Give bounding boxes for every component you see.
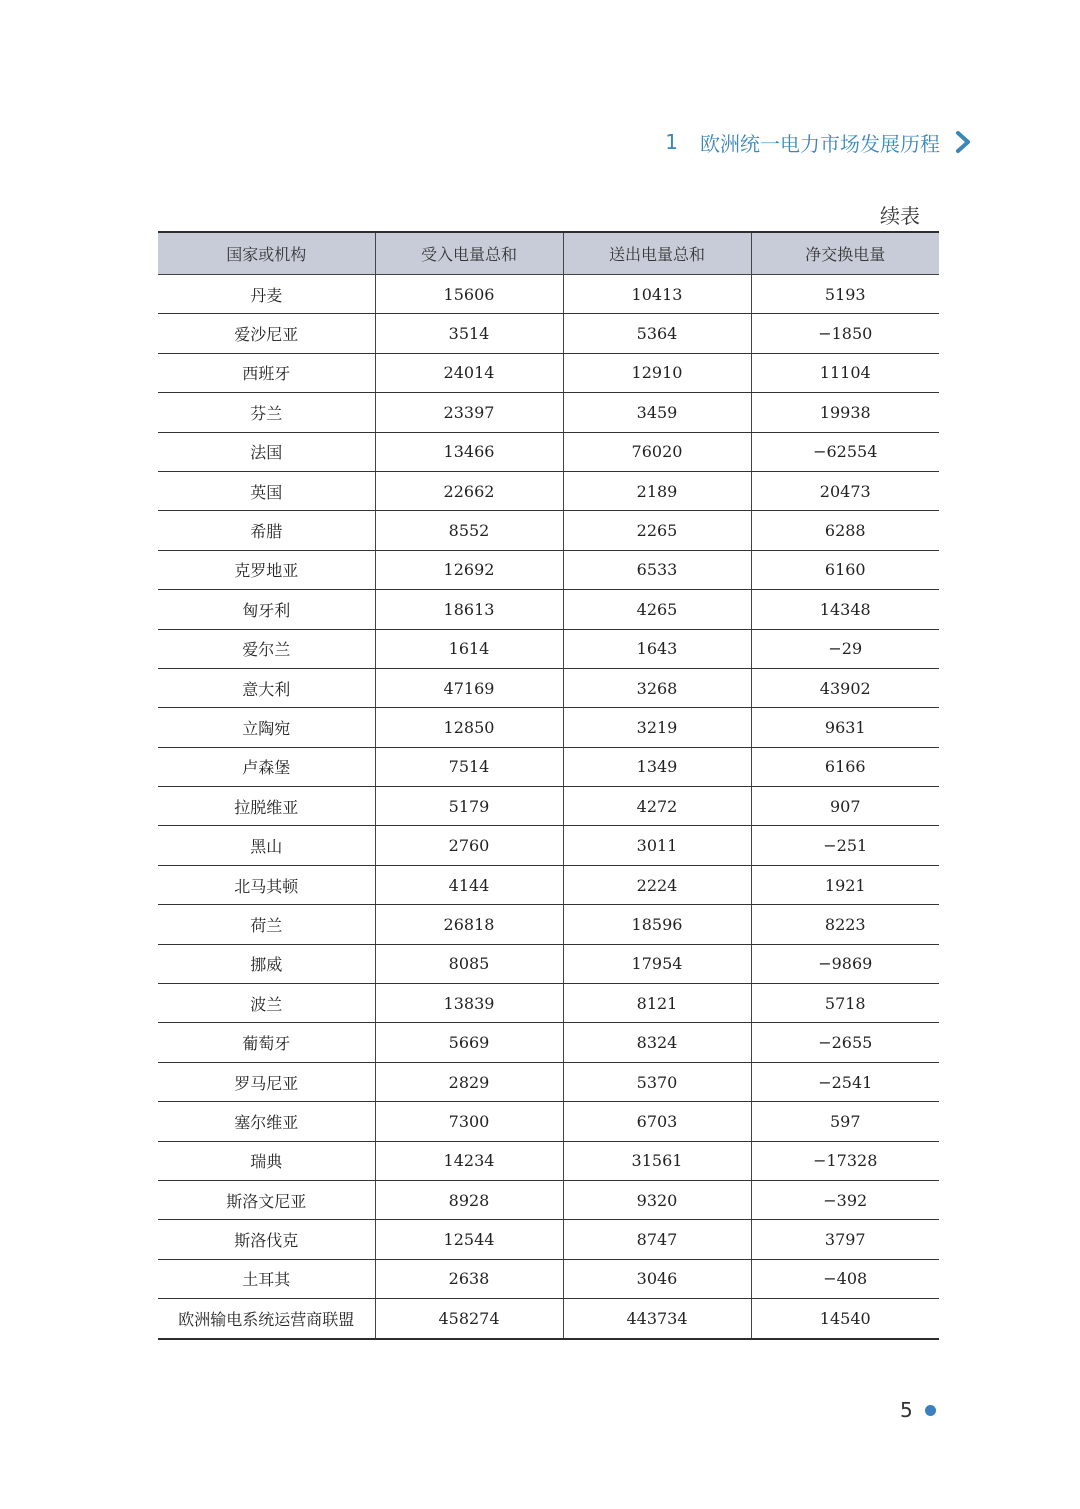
table-row	[158, 1141, 939, 1180]
cell-received: 8085	[375, 944, 563, 983]
cell-country: 北马其顿	[158, 865, 375, 904]
table-row	[158, 905, 939, 944]
column-header-net: 净交换电量	[751, 232, 939, 275]
cell-net: 11104	[751, 353, 939, 392]
cell-net: 3797	[751, 1220, 939, 1259]
table-row	[158, 432, 939, 471]
cell-sent: 9320	[563, 1180, 751, 1219]
cell-received: 18613	[375, 590, 563, 629]
cell-country: 斯洛文尼亚	[158, 1180, 375, 1219]
cell-country: 克罗地亚	[158, 550, 375, 589]
cell-net: 43902	[751, 668, 939, 707]
cell-net: −29	[751, 629, 939, 668]
cell-net: 19938	[751, 393, 939, 432]
cell-sent: 2265	[563, 511, 751, 550]
cell-received: 8552	[375, 511, 563, 550]
table-row	[158, 1023, 939, 1062]
cell-sent: 8324	[563, 1023, 751, 1062]
table-row	[158, 984, 939, 1023]
cell-received: 2638	[375, 1259, 563, 1298]
cell-country: 英国	[158, 471, 375, 510]
cell-sent: 3011	[563, 826, 751, 865]
cell-country: 卢森堡	[158, 747, 375, 786]
cell-net: −408	[751, 1259, 939, 1298]
cell-received: 13466	[375, 432, 563, 471]
cell-received: 1614	[375, 629, 563, 668]
cell-received: 2829	[375, 1062, 563, 1101]
cell-net: 14540	[751, 1299, 939, 1339]
chapter-header	[665, 126, 972, 158]
cell-net: 6166	[751, 747, 939, 786]
cell-sent: 5370	[563, 1062, 751, 1101]
table-row	[158, 353, 939, 392]
table-row	[158, 1062, 939, 1101]
table-row	[158, 1259, 939, 1298]
cell-sent: 8121	[563, 984, 751, 1023]
cell-country: 西班牙	[158, 353, 375, 392]
cell-received: 5669	[375, 1023, 563, 1062]
cell-country: 意大利	[158, 668, 375, 707]
cell-received: 12850	[375, 708, 563, 747]
column-header-received: 受入电量总和	[375, 232, 563, 275]
data-table	[158, 231, 939, 1340]
cell-country: 挪威	[158, 944, 375, 983]
table-row	[158, 1180, 939, 1219]
cell-net: −1850	[751, 314, 939, 353]
cell-received: 23397	[375, 393, 563, 432]
table-header-row	[158, 232, 939, 275]
cell-received: 14234	[375, 1141, 563, 1180]
table-row	[158, 787, 939, 826]
cell-sent: 3268	[563, 668, 751, 707]
cell-received: 2760	[375, 826, 563, 865]
table-row	[158, 668, 939, 707]
cell-net: 6288	[751, 511, 939, 550]
chapter-title: 欧洲统一电力市场发展历程	[700, 131, 940, 156]
column-header-country: 国家或机构	[158, 232, 375, 275]
cell-received: 26818	[375, 905, 563, 944]
cell-sent: 12910	[563, 353, 751, 392]
cell-received: 13839	[375, 984, 563, 1023]
table-row	[158, 826, 939, 865]
cell-country: 波兰	[158, 984, 375, 1023]
cell-sent: 3046	[563, 1259, 751, 1298]
cell-sent: 443734	[563, 1299, 751, 1339]
cell-country: 罗马尼亚	[158, 1062, 375, 1101]
cell-country: 丹麦	[158, 275, 375, 314]
cell-received: 24014	[375, 353, 563, 392]
cell-country: 芬兰	[158, 393, 375, 432]
cell-country: 希腊	[158, 511, 375, 550]
cell-net: −17328	[751, 1141, 939, 1180]
page-footer	[900, 1398, 936, 1422]
cell-sent: 76020	[563, 432, 751, 471]
table-row	[158, 314, 939, 353]
table-row	[158, 1299, 939, 1339]
table-row	[158, 629, 939, 668]
cell-received: 3514	[375, 314, 563, 353]
cell-country: 匈牙利	[158, 590, 375, 629]
table-row	[158, 1102, 939, 1141]
column-header-sent: 送出电量总和	[563, 232, 751, 275]
cell-sent: 1643	[563, 629, 751, 668]
table-row	[158, 511, 939, 550]
table-row	[158, 550, 939, 589]
chevron-right-icon	[954, 130, 972, 154]
table-row	[158, 590, 939, 629]
cell-sent: 17954	[563, 944, 751, 983]
page-number: 5	[900, 1398, 913, 1422]
cell-received: 7514	[375, 747, 563, 786]
cell-sent: 4272	[563, 787, 751, 826]
cell-sent: 2189	[563, 471, 751, 510]
table-row	[158, 471, 939, 510]
table-body	[158, 275, 939, 1339]
cell-received: 7300	[375, 1102, 563, 1141]
cell-country: 爱沙尼亚	[158, 314, 375, 353]
cell-received: 15606	[375, 275, 563, 314]
cell-net: 907	[751, 787, 939, 826]
cell-net: −2655	[751, 1023, 939, 1062]
cell-net: 20473	[751, 471, 939, 510]
cell-net: −392	[751, 1180, 939, 1219]
cell-net: −251	[751, 826, 939, 865]
cell-net: 14348	[751, 590, 939, 629]
cell-received: 12692	[375, 550, 563, 589]
cell-country: 斯洛伐克	[158, 1220, 375, 1259]
cell-received: 22662	[375, 471, 563, 510]
cell-sent: 1349	[563, 747, 751, 786]
table-row	[158, 393, 939, 432]
cell-sent: 5364	[563, 314, 751, 353]
cell-net: 6160	[751, 550, 939, 589]
cell-country: 拉脱维亚	[158, 787, 375, 826]
cell-sent: 10413	[563, 275, 751, 314]
cell-received: 5179	[375, 787, 563, 826]
cell-country: 塞尔维亚	[158, 1102, 375, 1141]
cell-net: 8223	[751, 905, 939, 944]
cell-received: 8928	[375, 1180, 563, 1219]
cell-country: 法国	[158, 432, 375, 471]
cell-net: −2541	[751, 1062, 939, 1101]
cell-net: −9869	[751, 944, 939, 983]
continued-label: 续表	[880, 204, 920, 228]
table-row	[158, 275, 939, 314]
cell-sent: 3219	[563, 708, 751, 747]
cell-country: 荷兰	[158, 905, 375, 944]
cell-sent: 6703	[563, 1102, 751, 1141]
table-row	[158, 944, 939, 983]
table-row	[158, 865, 939, 904]
cell-sent: 18596	[563, 905, 751, 944]
cell-sent: 2224	[563, 865, 751, 904]
cell-country: 欧洲输电系统运营商联盟	[178, 1309, 355, 1329]
cell-sent: 8747	[563, 1220, 751, 1259]
cell-net: 9631	[751, 708, 939, 747]
cell-sent: 3459	[563, 393, 751, 432]
cell-net: 5718	[751, 984, 939, 1023]
cell-net: 597	[751, 1102, 939, 1141]
cell-received: 12544	[375, 1220, 563, 1259]
cell-country: 土耳其	[158, 1259, 375, 1298]
cell-net: −62554	[751, 432, 939, 471]
cell-country: 立陶宛	[158, 708, 375, 747]
cell-net: 5193	[751, 275, 939, 314]
cell-country: 黑山	[158, 826, 375, 865]
cell-country: 爱尔兰	[158, 629, 375, 668]
cell-sent: 6533	[563, 550, 751, 589]
chapter-number: 1	[665, 130, 678, 154]
table-row	[158, 747, 939, 786]
cell-sent: 31561	[563, 1141, 751, 1180]
page-dot-icon	[925, 1405, 936, 1416]
cell-country: 葡萄牙	[158, 1023, 375, 1062]
table-row	[158, 708, 939, 747]
cell-received: 458274	[375, 1299, 563, 1339]
cell-net: 1921	[751, 865, 939, 904]
cell-country: 瑞典	[158, 1141, 375, 1180]
cell-received: 4144	[375, 865, 563, 904]
table-row	[158, 1220, 939, 1259]
cell-received: 47169	[375, 668, 563, 707]
cell-sent: 4265	[563, 590, 751, 629]
